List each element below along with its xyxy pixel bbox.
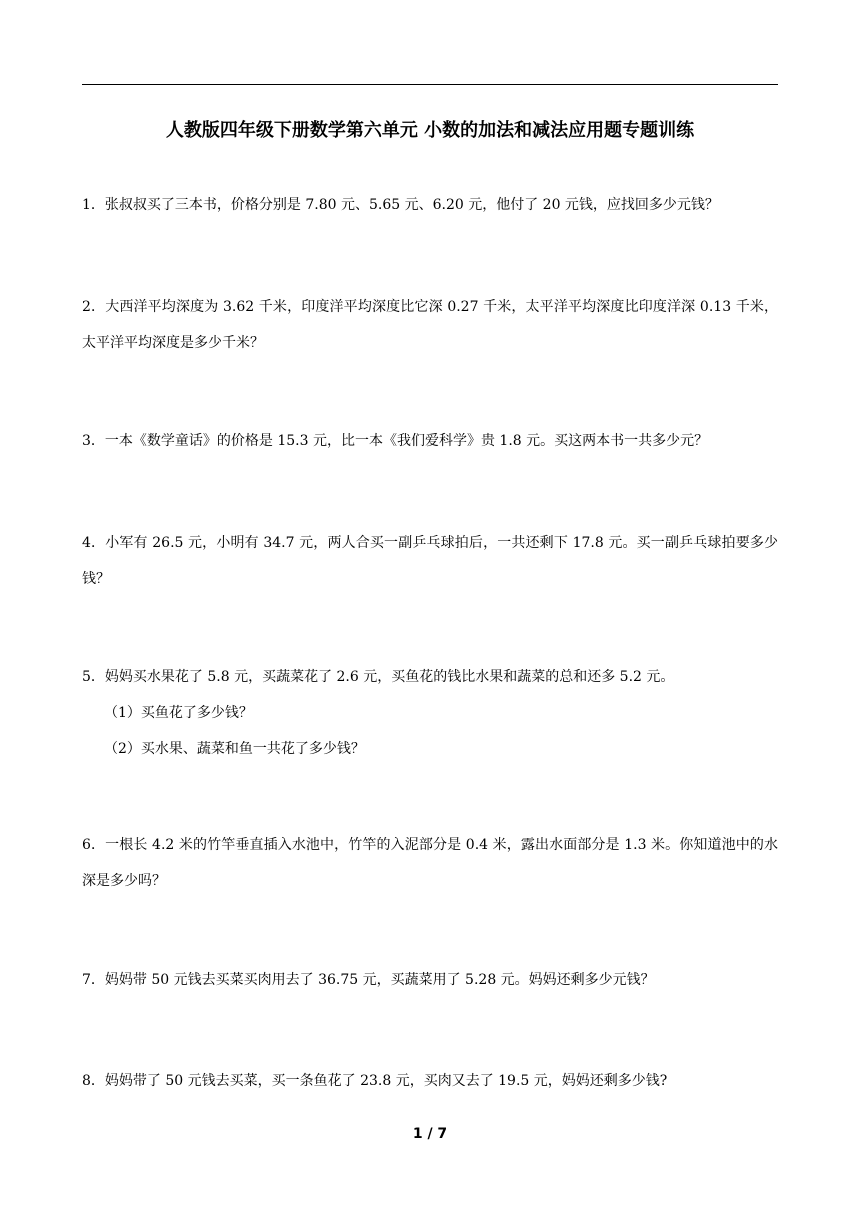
document-title: 人教版四年级下册数学第六单元 小数的加法和减法应用题专题训练 bbox=[165, 120, 695, 141]
question-1 bbox=[82, 187, 778, 223]
question-text: 1．张叔叔买了三本书，价格分别是 7.80 元、5.65 元、6.20 元，他付了 20 元钱，应找回多少元钱？ bbox=[82, 197, 719, 213]
question-text: 3．一本《数学童话》的价格是 15.3 元，比一本《我们爱科学》贵 1.8 元。买这两本书一共多少元？ bbox=[82, 433, 709, 449]
question-text: 7．妈妈带 50 元钱去买菜买肉用去了 36.75 元，买蔬菜用了 5.28 元。妈妈还剩多少元钱？ bbox=[82, 972, 655, 988]
question-4 bbox=[82, 525, 778, 597]
question-6 bbox=[82, 827, 778, 899]
question-text: 6．一根长 4.2 米的竹竿垂直插入水池中，竹竿的入泥部分是 0.4 米，露出水面部分是 1.3 米。你知道池中的水深是多少吗？ bbox=[82, 837, 778, 889]
question-text: 4．小军有 26.5 元，小明有 34.7 元，两人合买一副乒乓球拍后，一共还剩下 17.8 元。买一副乒乓球拍要多少钱？ bbox=[82, 535, 778, 587]
header-rule bbox=[82, 84, 778, 85]
question-7 bbox=[82, 962, 778, 998]
sub-question: （1）买鱼花了多少钱？ bbox=[104, 705, 253, 721]
question-text: 5．妈妈买水果花了 5.8 元，买蔬菜花了 2.6 元，买鱼花的钱比水果和蔬菜的总和还多 5.2 元。 bbox=[82, 669, 675, 685]
question-8 bbox=[82, 1063, 778, 1099]
question-text: 8．妈妈带了 50 元钱去买菜，买一条鱼花了 23.8 元，买肉又去了 19.5 元，妈妈还剩多少钱? bbox=[82, 1073, 668, 1089]
question-5 bbox=[82, 659, 778, 767]
question-text: 2．大西洋平均深度为 3.62 千米，印度洋平均深度比它深 0.27 千米，太平洋平均深度比印度洋深 0.13 千米，太平洋平均深度是多少千米？ bbox=[82, 299, 778, 351]
question-3 bbox=[82, 423, 778, 459]
question-2 bbox=[82, 289, 778, 361]
sub-question: （2）买水果、蔬菜和鱼一共花了多少钱？ bbox=[104, 741, 365, 757]
page-number: 1 / 7 bbox=[412, 1126, 448, 1142]
